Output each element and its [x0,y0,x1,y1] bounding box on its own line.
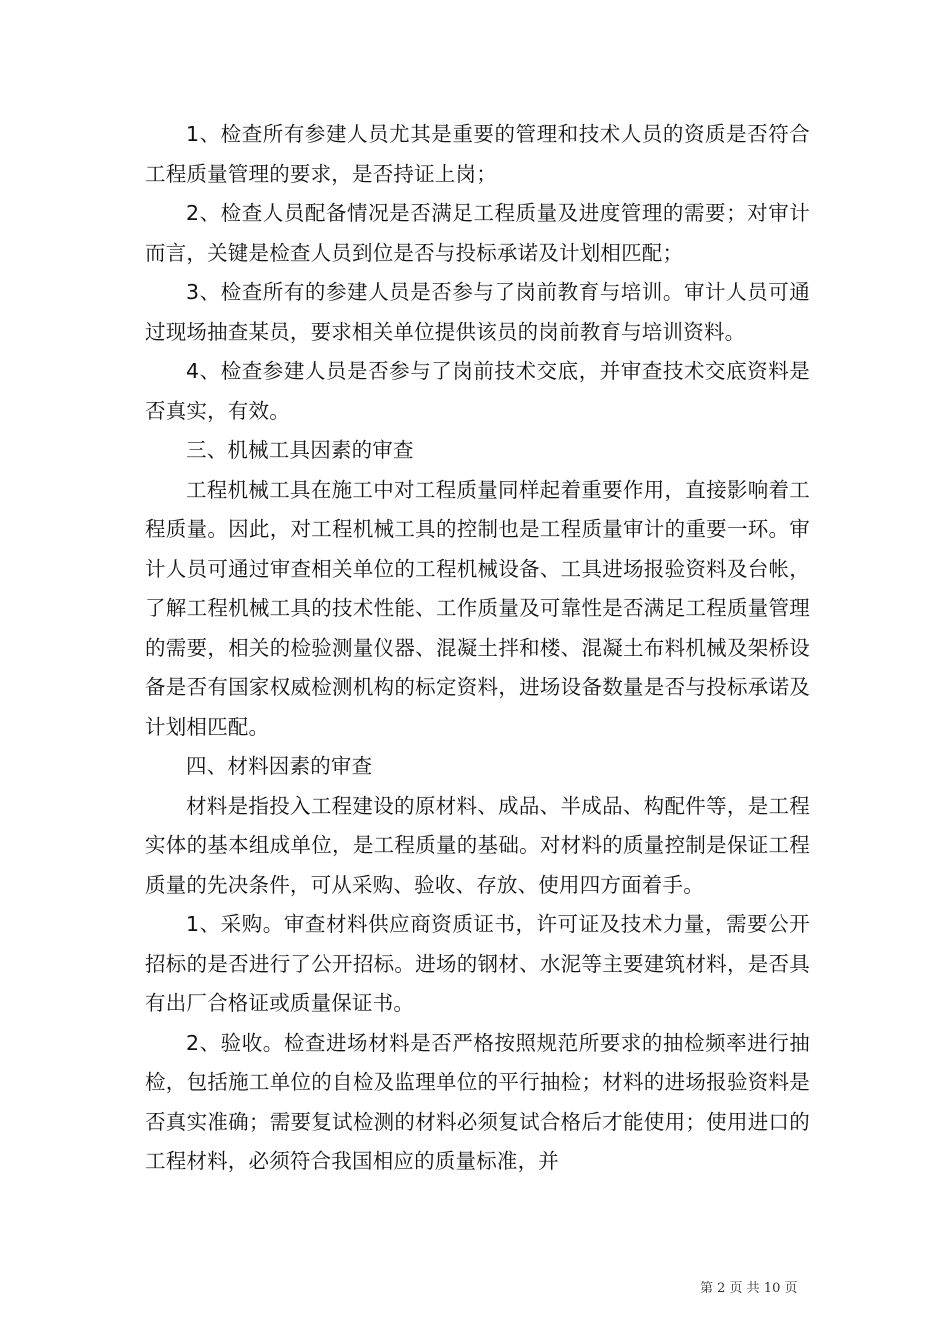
paragraph-personnel-3: 3、检查所有的参建人员是否参与了岗前教育与培训。审计人员可通过现场抽查某员，要求相关单位提供该员的岗前教育与培训资料。 [145,280,810,344]
paragraph-materials-acceptance: 2、验收。检查进场材料是否严格按照规范所要求的抽检频率进行抽检，包括施工单位的自检及监理单位的平行抽检；材料的进场报验资料是否真实准确；需要复试检测的材料必须复试合格后才能使用；使用进口的工程材料，必须符合我国相应的质量标准，并 [145,1030,810,1173]
page-number-footer: 第 2 页 共 10 页 [700,1281,798,1296]
paragraph-personnel-1: 1、检查所有参建人员尤其是重要的管理和技术人员的资质是否符合工程质量管理的要求，是否持证上岗； [145,122,810,186]
paragraph-personnel-2: 2、检查人员配备情况是否满足工程质量及进度管理的需要；对审计而言，关键是检查人员到位是否与投标承诺及计划相匹配； [145,201,810,265]
paragraph-materials-intro: 材料是指投入工程建设的原材料、成品、半成品、构配件等，是工程实体的基本组成单位，是工程质量的基础。对材料的质量控制是保证工程质量的先决条件，可从采购、验收、存放、使用四方面着手。 [145,793,810,897]
paragraph-machinery: 工程机械工具在施工中对工程质量同样起着重要作用，直接影响着工程质量。因此，对工程机械工具的控制也是工程质量审计的重要一环。审计人员可通过审查相关单位的工程机械设备、工具进场报验资料及台帐，了解工程机械工具的技术性能、工作质量及可靠性是否满足工程质量管理的需要，相关的检验测量仪器、混凝土拌和楼、混凝土布料机械及架桥设备是否有国家权威检测机构的标定资料，进场设备数量是否与投标承诺及计划相匹配。 [145,477,810,739]
section-heading-materials: 四、材料因素的审查 [186,754,373,778]
section-heading-machinery: 三、机械工具因素的审查 [186,438,414,462]
paragraph-personnel-4: 4、检查参建人员是否参与了岗前技术交底，并审查技术交底资料是否真实，有效。 [145,359,810,423]
document-body [145,115,810,1182]
paragraph-materials-purchase: 1、采购。审查材料供应商资质证书，许可证及技术力量，需要公开招标的是否进行了公开招标。进场的钢材、水泥等主要建筑材料，是否具有出厂合格证或质量保证书。 [145,912,810,1015]
